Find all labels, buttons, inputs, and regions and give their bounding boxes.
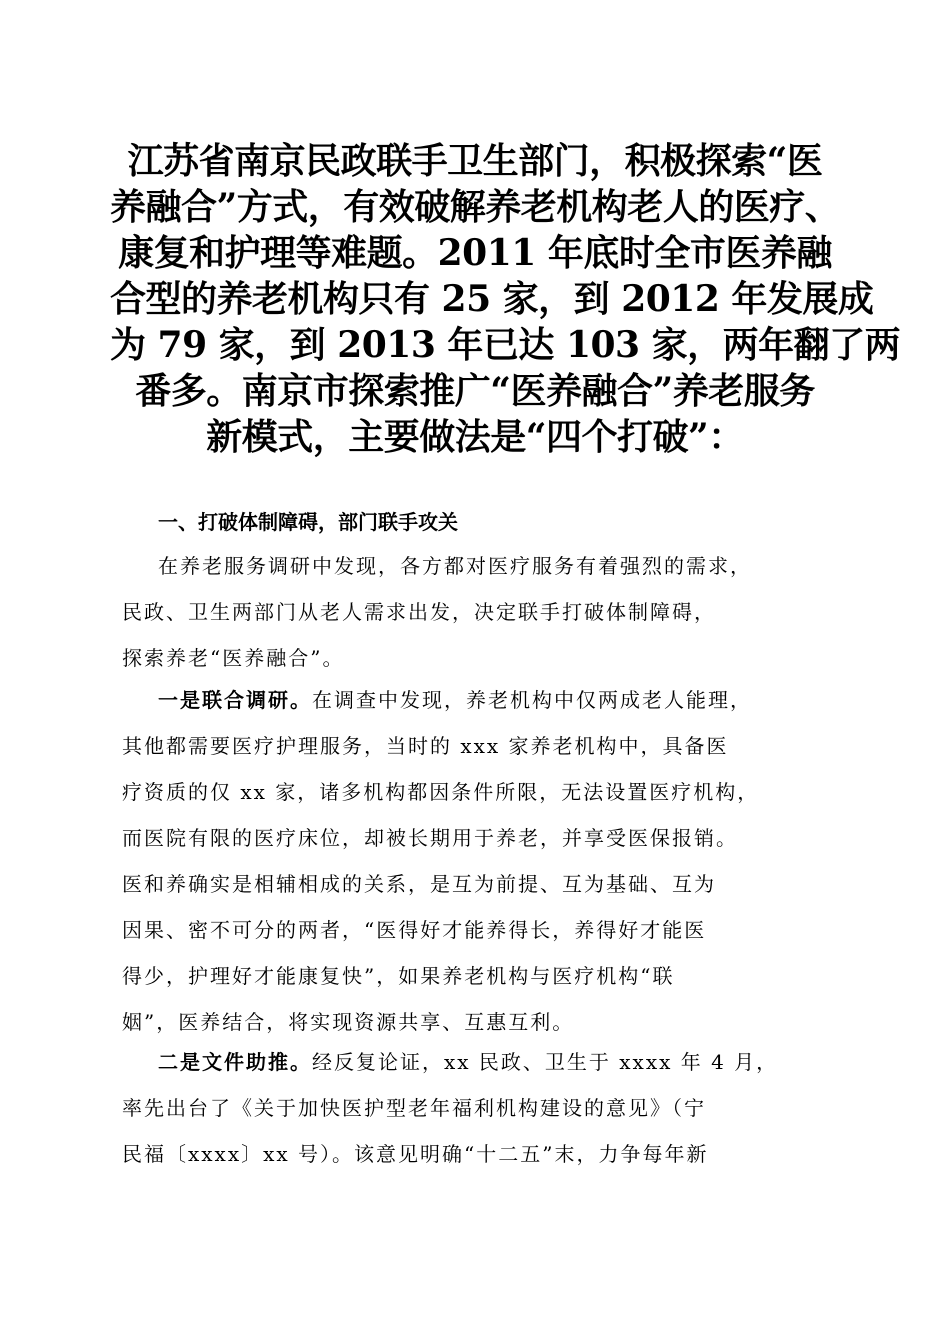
paragraph-line: 疗资质的仅 xx 家，诸多机构都因条件所限，无法设置医疗机构， bbox=[122, 780, 760, 804]
title-line: 番多。南京市探索推广“医养融合”养老服务 bbox=[135, 370, 815, 412]
paragraph-line-rest: 在调查中发现，养老机构中仅两成老人能理， bbox=[312, 688, 752, 712]
paragraph-first-line bbox=[122, 1039, 842, 1085]
paragraph-line: 探索养老“医养融合”。 bbox=[122, 646, 345, 670]
paragraph-lead: 一是联合调研。 bbox=[158, 688, 312, 712]
document-title bbox=[110, 138, 901, 460]
paragraph-line: 率先出台了《关于加快医护型老年福利机构建设的意见》（宁 bbox=[122, 1096, 706, 1120]
paragraph-lead: 二是文件助推。 bbox=[158, 1050, 312, 1074]
paragraph-line: 民政、卫生两部门从老人需求出发，决定联手打破体制障碍， bbox=[122, 600, 716, 624]
title-line: 江苏省南京民政联手卫生部门，积极探索“医 bbox=[127, 140, 823, 182]
paragraph-line: 姻”，医养结合，将实现资源共享、互惠互利。 bbox=[122, 1010, 575, 1034]
paragraph-joint-research bbox=[122, 677, 842, 1045]
paragraph-line: 而医院有限的医疗床位，却被长期用于养老，并享受医保报销。 bbox=[122, 826, 738, 850]
paragraph-document-push bbox=[122, 1039, 842, 1177]
title-line: 新模式，主要做法是“四个打破”： bbox=[206, 416, 744, 458]
paragraph-line: 在养老服务调研中发现，各方都对医疗服务有着强烈的需求， bbox=[158, 554, 752, 578]
title-line: 合型的养老机构只有 25 家，到 2012 年发展成 bbox=[110, 278, 874, 320]
paragraph-line-rest: 经反复论证，xx 民政、卫生于 xxxx 年 4 月， bbox=[312, 1050, 779, 1074]
section-heading: 一、打破体制障碍，部门联手攻关 bbox=[158, 510, 458, 534]
title-line: 为 79 家，到 2013 年已达 103 家，两年翻了两 bbox=[110, 324, 901, 366]
paragraph-line: 得少，护理好才能康复快”，如果养老机构与医疗机构“联 bbox=[122, 964, 675, 988]
paragraph-intro bbox=[122, 543, 842, 681]
paragraph-line: 其他都需要医疗护理服务，当时的 xxx 家养老机构中，具备医 bbox=[122, 734, 729, 758]
paragraph-line: 医和养确实是相辅相成的关系，是互为前提、互为基础、互为 bbox=[122, 872, 716, 896]
title-line: 康复和护理等难题。2011 年底时全市医养融 bbox=[118, 232, 832, 274]
paragraph-line: 民福〔xxxx〕xx 号）。该意见明确“十二五”末，力争每年新 bbox=[122, 1142, 709, 1166]
title-line: 养融合”方式，有效破解养老机构老人的医疗、 bbox=[110, 186, 841, 228]
paragraph-line: 因果、密不可分的两者，“医得好才能养得长，养得好才能医 bbox=[122, 918, 707, 942]
paragraph-first-line bbox=[122, 677, 842, 723]
